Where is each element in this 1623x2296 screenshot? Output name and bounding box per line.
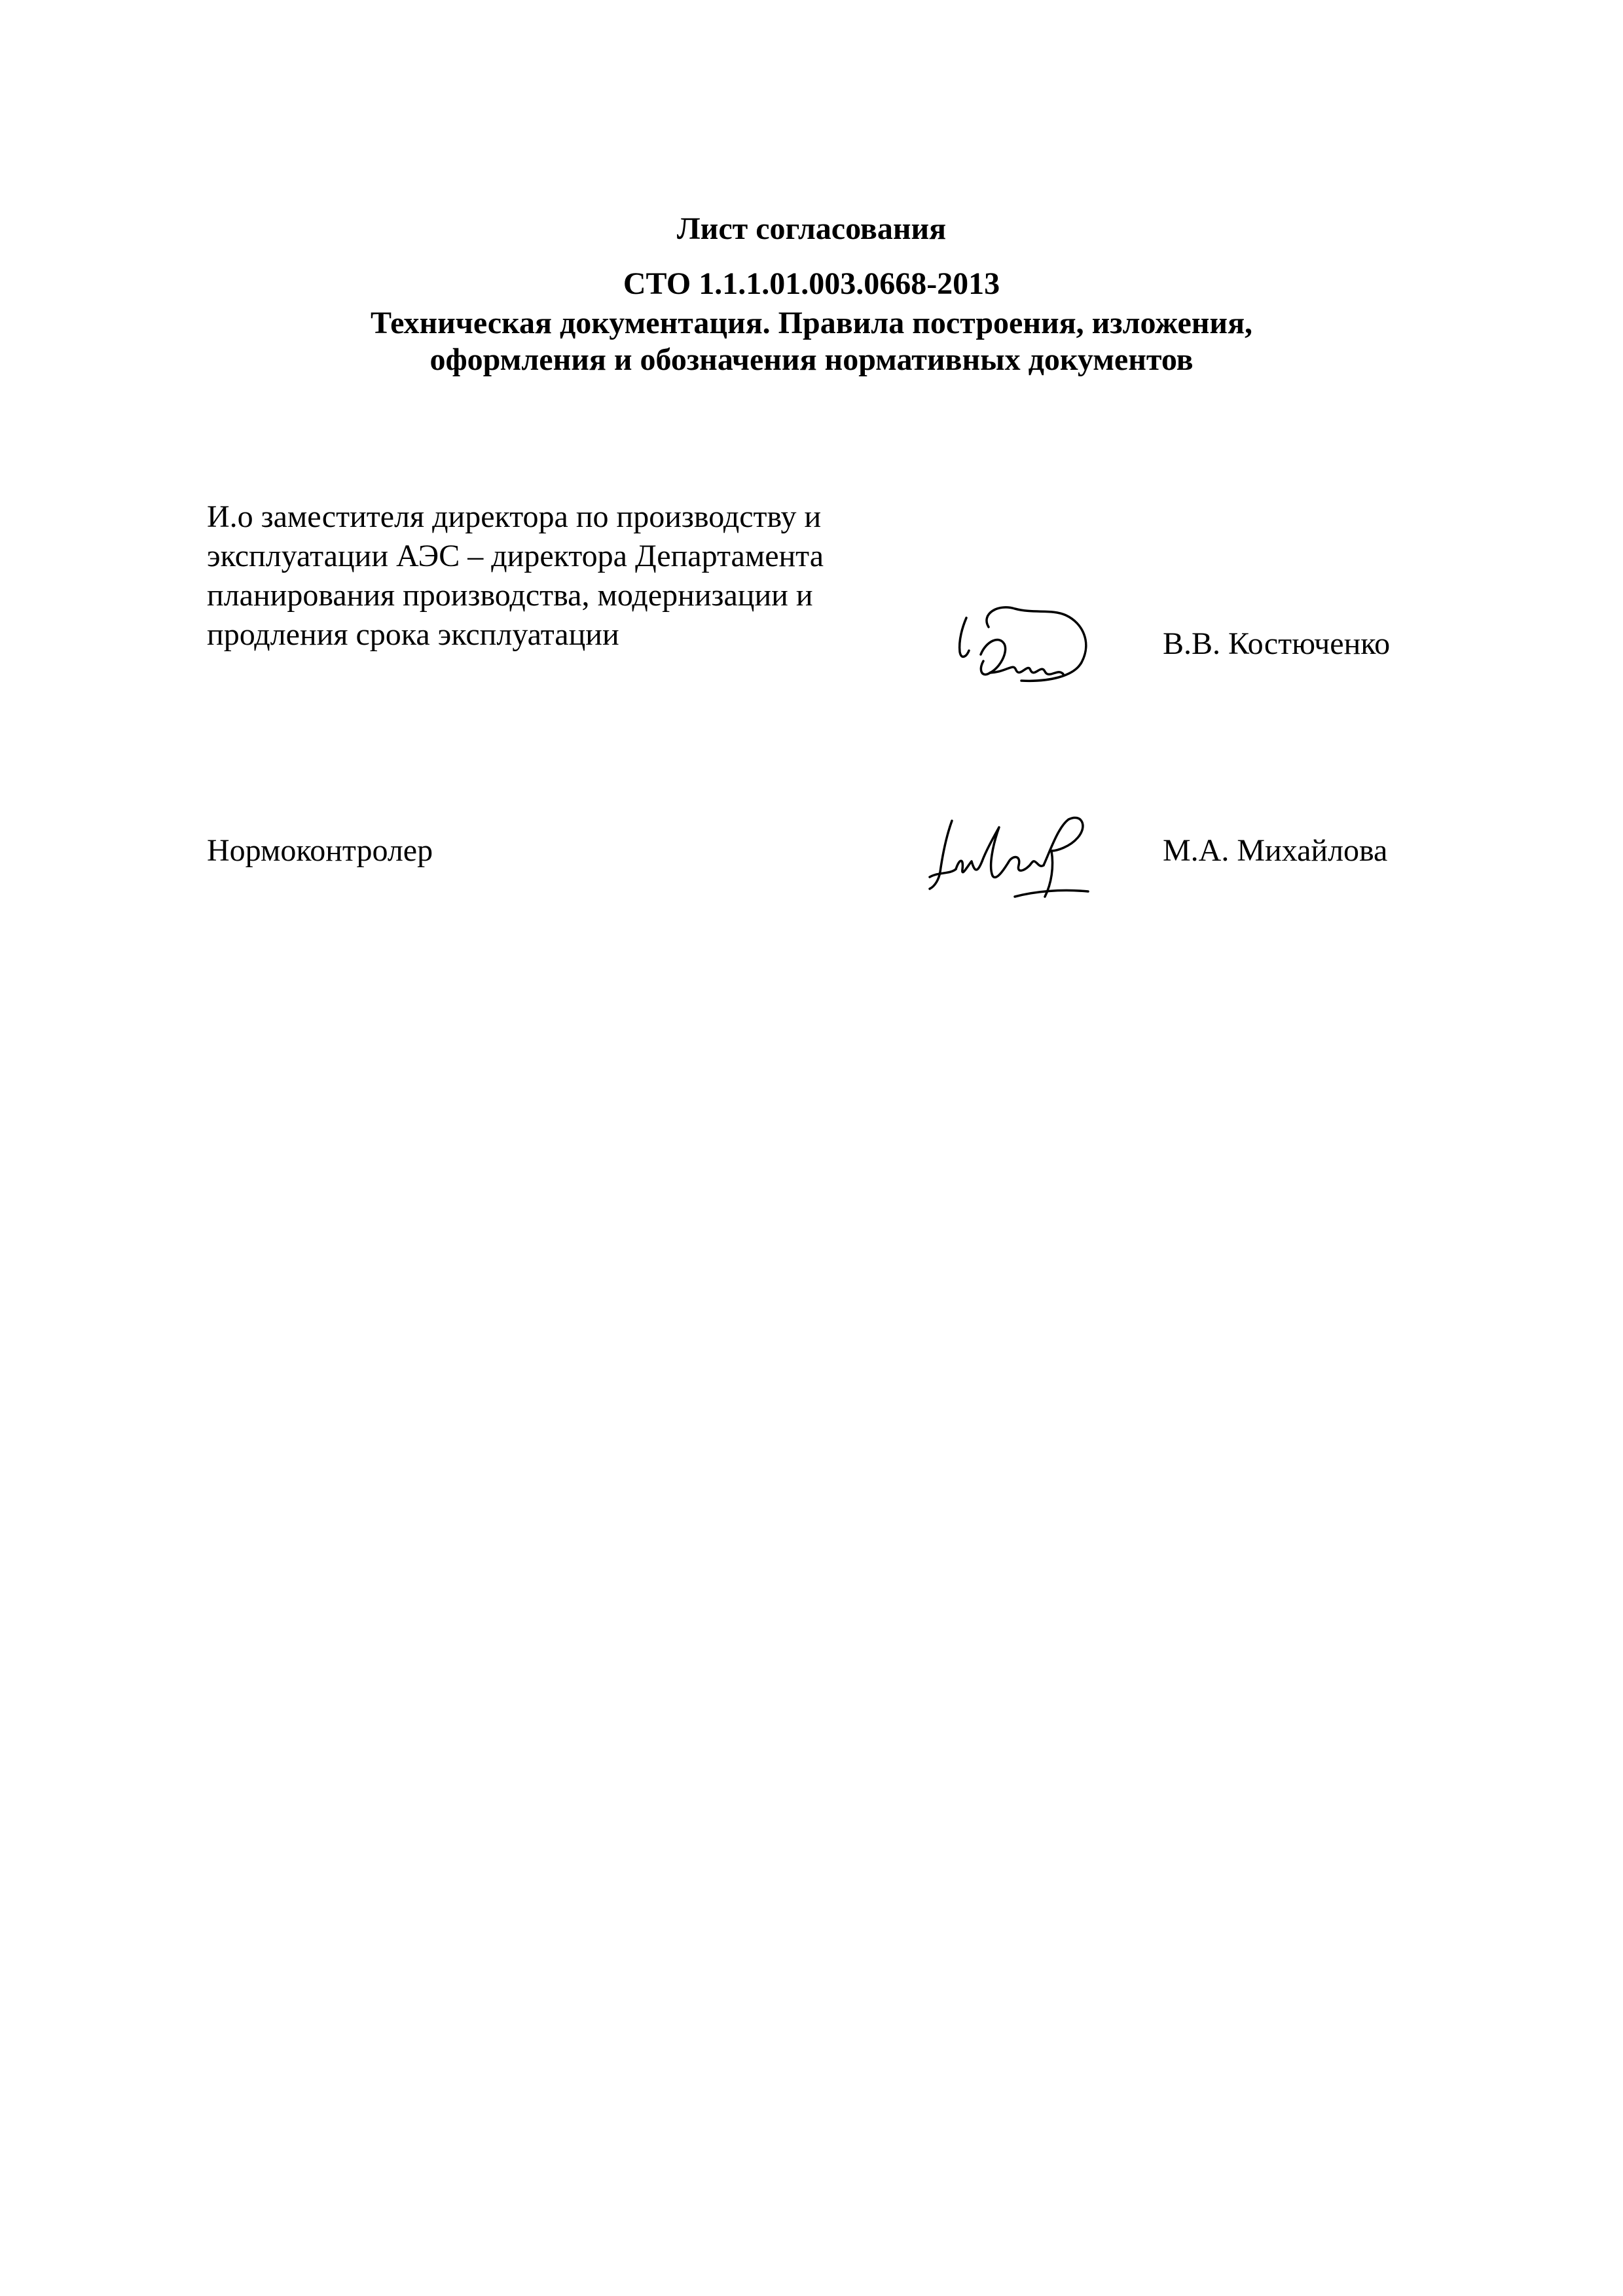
approver-name: В.В. Костюченко (1163, 626, 1391, 661)
document-subject-line: оформления и обозначения нормативных документов (429, 342, 1194, 377)
approver-position-line: эксплуатации АЭС – директора Департамента (207, 539, 824, 573)
document-title: Лист согласования (676, 211, 947, 246)
approver-position-line: И.о заместителя директора по производству и (207, 499, 822, 534)
handwritten-signature (917, 798, 1113, 910)
handwritten-signature (943, 589, 1100, 700)
approver-position-line: продления срока эксплуатации (207, 617, 619, 652)
approver-position-line: планирования производства, модернизации и (207, 578, 813, 613)
approver-position (207, 497, 960, 655)
document-code: СТО 1.1.1.01.003.0668-2013 (623, 266, 1000, 301)
document-subject (0, 305, 1623, 378)
normcontroller-position: Нормоконтролер (207, 833, 433, 868)
normcontroller-name: М.А. Михайлова (1163, 833, 1388, 868)
document-subject-line: Техническая документация. Правила построения, изложения, (370, 306, 1253, 340)
